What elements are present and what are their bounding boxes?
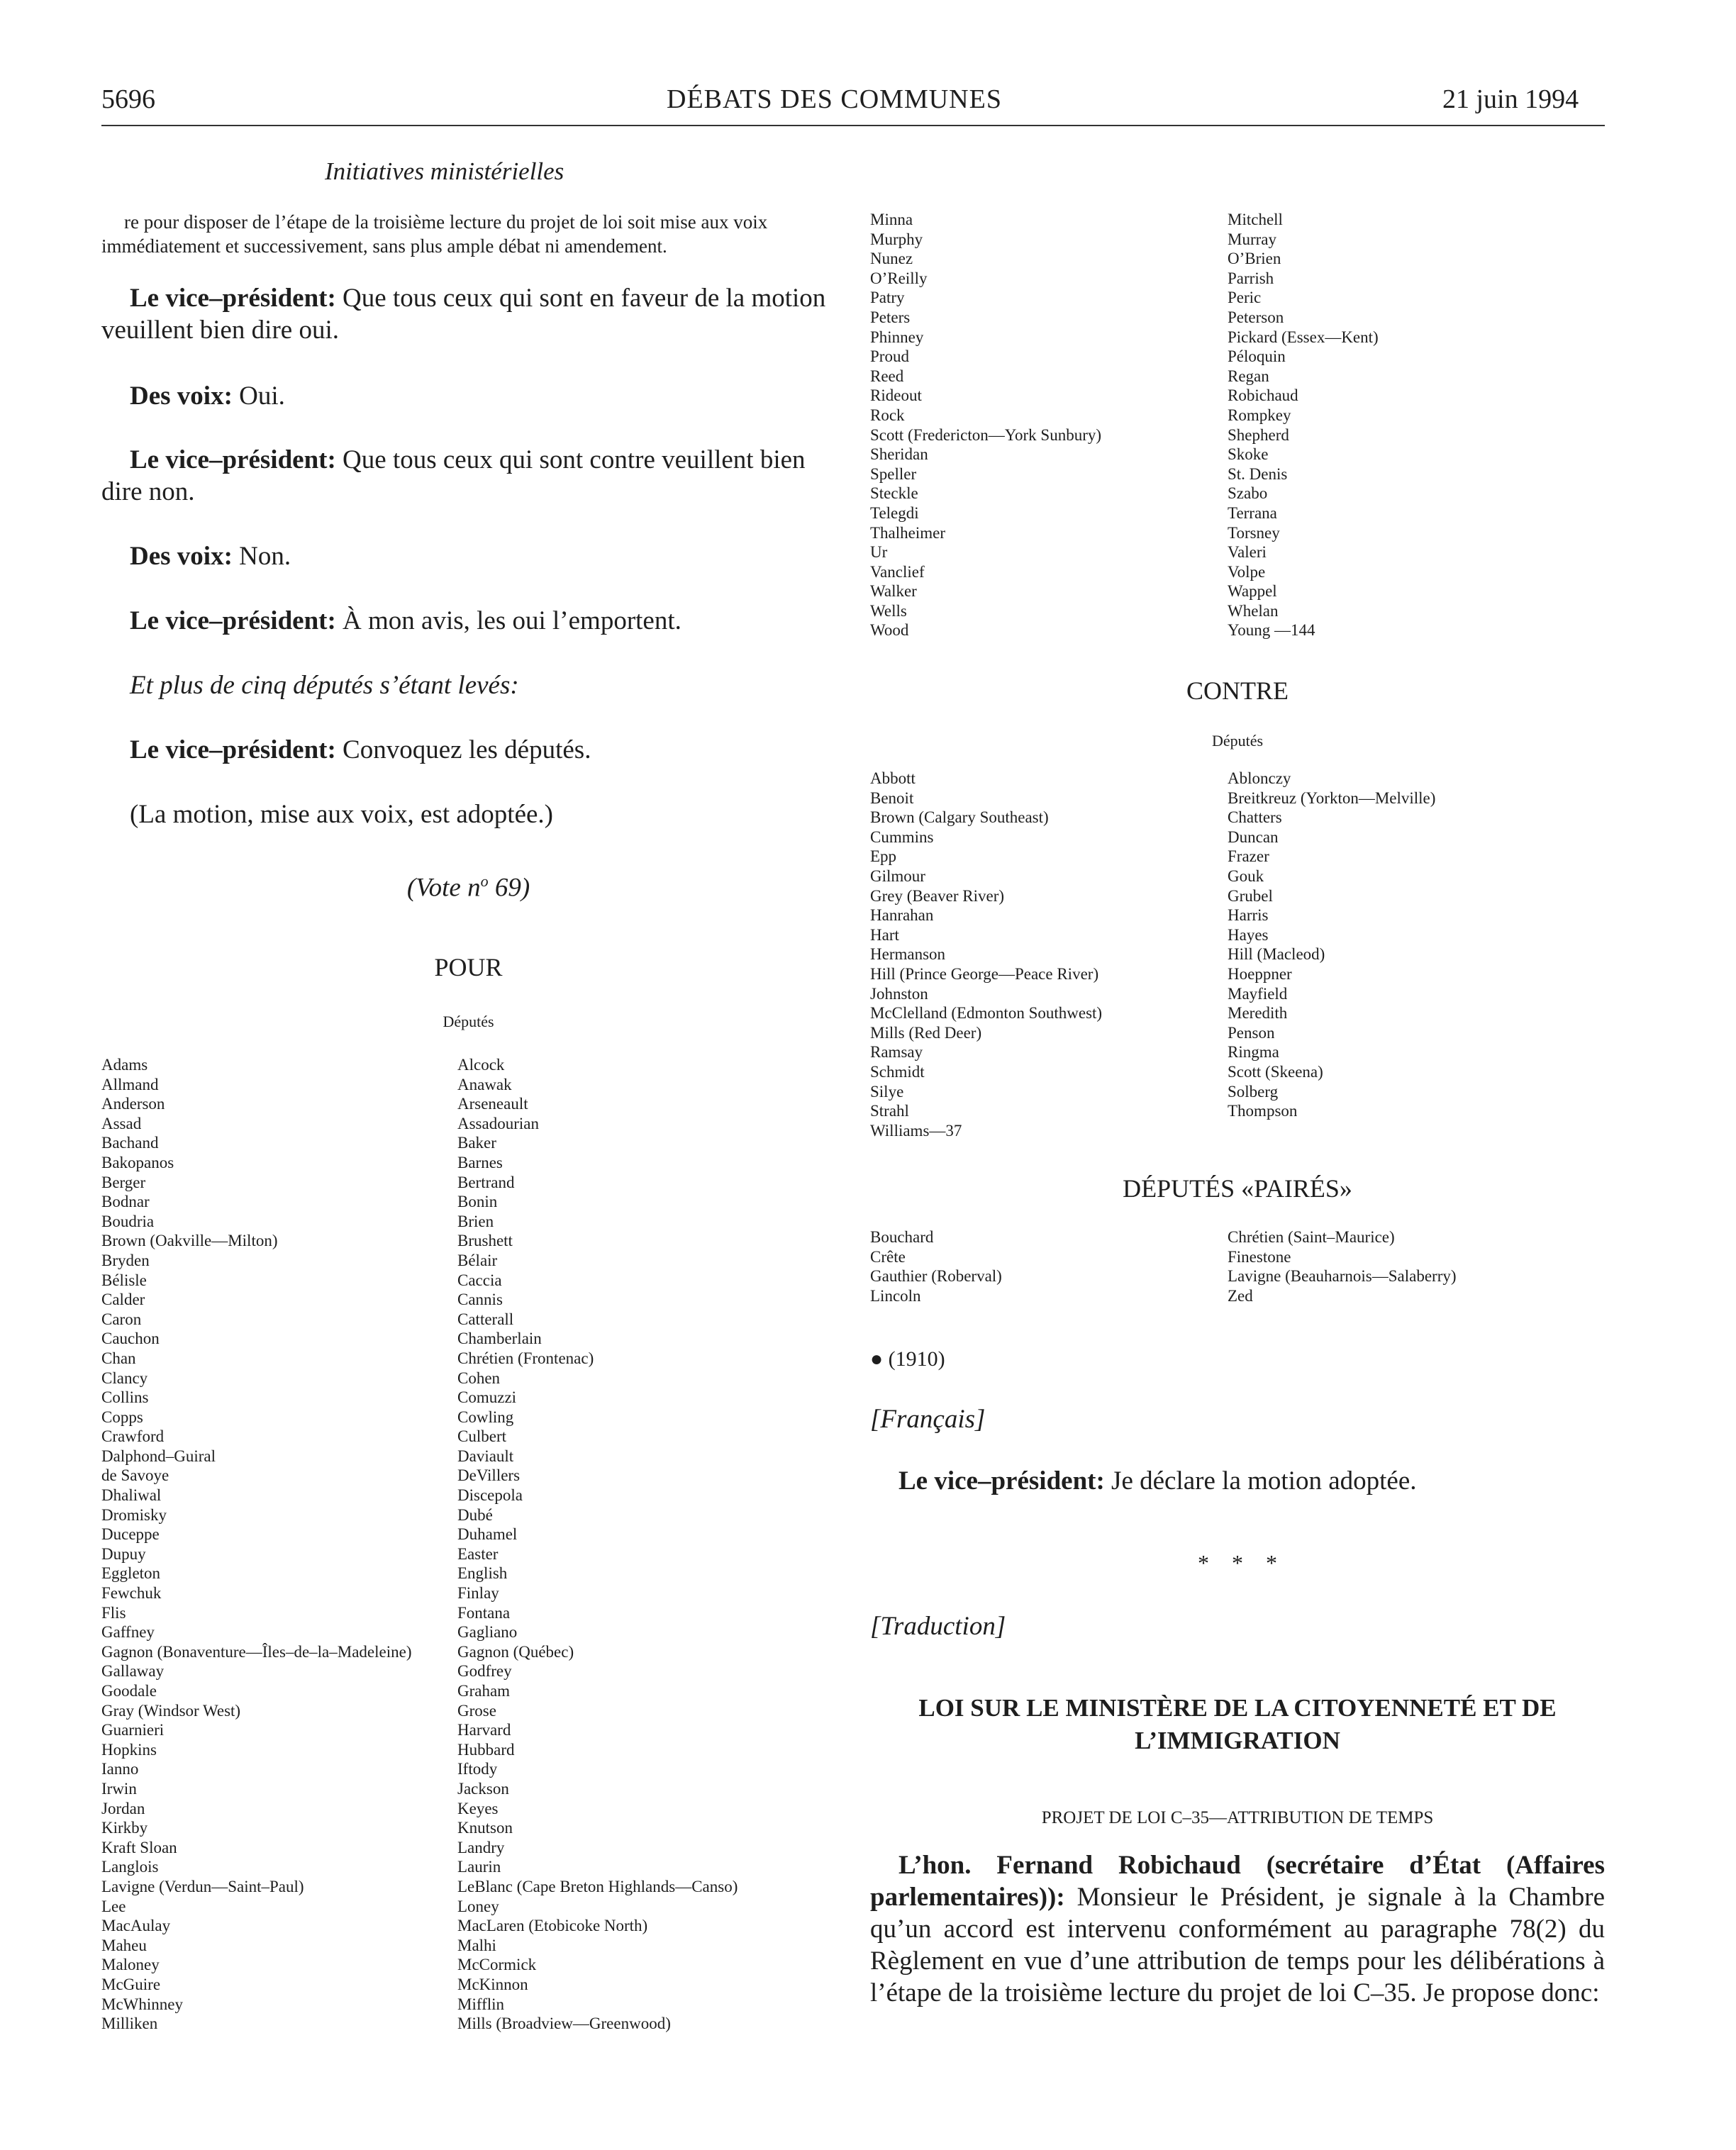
member-name: Williams—37 <box>870 1121 962 1140</box>
member-name: Ur <box>870 543 888 562</box>
member-name: Mills (Red Deer) <box>870 1023 982 1042</box>
contre-list-col2 <box>1228 769 1435 1121</box>
member-name: Harvard <box>457 1721 511 1739</box>
member-name: Loney <box>457 1897 499 1915</box>
member-name: Harris <box>1228 906 1269 925</box>
speaker: Le vice–président: <box>130 445 336 474</box>
member-name: Lee <box>101 1897 126 1915</box>
member-name: Brushett <box>457 1232 513 1250</box>
member-name: McWhinney <box>101 1995 183 2013</box>
member-name: Mifflin <box>457 1995 505 2013</box>
speech-final <box>870 1849 1605 2009</box>
member-name: Lavigne (Beauharnois—Salaberry) <box>1228 1267 1457 1286</box>
member-name: Discepola <box>457 1486 523 1505</box>
member-name: Grose <box>457 1701 496 1720</box>
member-name: Torsney <box>1228 523 1280 542</box>
member-name: Maheu <box>101 1936 147 1954</box>
member-name: Dupuy <box>101 1544 146 1563</box>
member-name: Chrétien (Saint–Maurice) <box>1228 1228 1395 1246</box>
member-name: Calder <box>101 1291 145 1309</box>
member-name: Bakopanos <box>101 1153 174 1171</box>
member-name: Vanclief <box>870 562 925 581</box>
member-name: Proud <box>870 347 909 366</box>
member-name: Shepherd <box>1228 425 1289 444</box>
speaker: Le vice–président: <box>130 735 336 764</box>
member-name: Iftody <box>457 1760 498 1778</box>
member-name: Flis <box>101 1603 126 1622</box>
member-name: MacLaren (Etobicoke North) <box>457 1917 648 1935</box>
speech-text: Convoquez les députés. <box>335 735 591 764</box>
member-name: Langlois <box>101 1858 159 1876</box>
language-marker-2: [Traduction] <box>870 1612 1006 1641</box>
speaker: Le vice–président: <box>130 284 336 313</box>
member-name: Brien <box>457 1212 494 1230</box>
speech-text: Que tous ceux qui sont en faveur de la motion veuillent bien dire oui. <box>101 284 826 345</box>
speaker: Le vice–président: <box>898 1466 1105 1495</box>
member-name: Hanrahan <box>870 906 934 925</box>
member-name: Breitkreuz (Yorkton—Melville) <box>1228 789 1436 807</box>
member-name: Hill (Macleod) <box>1228 945 1325 964</box>
member-name: Wells <box>870 601 907 620</box>
contre-heading: CONTRE <box>1186 676 1289 705</box>
law-title: LOI SUR LE MINISTÈRE DE LA CITOYENNETÉ ET DE L’IMMIGRATION <box>918 1694 1557 1754</box>
section-title: Initiatives ministérielles <box>325 157 564 185</box>
member-name: Chrétien (Frontenac) <box>457 1349 594 1367</box>
member-name: Hayes <box>1228 925 1269 944</box>
member-name: Cauchon <box>101 1330 160 1348</box>
member-name: Ramsay <box>870 1043 923 1062</box>
pour-list-col1 <box>101 1055 411 2034</box>
member-name: Schmidt <box>870 1062 925 1081</box>
member-name: Copps <box>101 1408 143 1426</box>
member-name: Murphy <box>870 230 923 248</box>
member-name: Dubé <box>457 1505 493 1524</box>
member-name: Anawak <box>457 1075 512 1093</box>
member-name: Pickard (Essex—Kent) <box>1228 328 1379 346</box>
member-name: Chan <box>101 1349 136 1367</box>
member-name: McCormick <box>457 1956 537 1974</box>
stage-direction: Et plus de cinq députés s’étant levés: <box>130 671 519 700</box>
member-name: Regan <box>1228 367 1269 385</box>
member-name: Rideout <box>870 386 922 405</box>
member-name: Silye <box>870 1082 904 1101</box>
member-name: Fewchuk <box>101 1584 162 1603</box>
vote-label: (Vote n <box>406 873 481 903</box>
member-name: O’Brien <box>1228 250 1281 268</box>
member-name: Benoit <box>870 789 914 807</box>
member-name: St. Denis <box>1228 464 1288 483</box>
member-name: Mills (Broadview—Greenwood) <box>457 2015 671 2033</box>
vote-number <box>101 872 835 903</box>
left-text-block <box>101 210 835 830</box>
member-name: Dromisky <box>101 1505 167 1524</box>
speech-1 <box>101 282 835 346</box>
member-name: Ablonczy <box>1228 769 1291 787</box>
member-name: Rock <box>870 406 905 424</box>
member-name: Graham <box>457 1682 511 1700</box>
member-name: Ringma <box>1228 1043 1279 1062</box>
speech-convoke <box>101 734 835 766</box>
member-name: Arseneault <box>457 1095 528 1113</box>
member-name: Gauthier (Roberval) <box>870 1267 1002 1286</box>
member-name: Solberg <box>1228 1082 1279 1101</box>
member-name: Bonin <box>457 1193 498 1211</box>
member-name: Lavigne (Verdun—Saint–Paul) <box>101 1877 304 1895</box>
member-name: Landry <box>457 1838 505 1856</box>
member-name: Grey (Beaver River) <box>870 886 1005 905</box>
member-name: MacAulay <box>101 1917 171 1935</box>
member-name: McClelland (Edmonton Southwest) <box>870 1004 1103 1023</box>
member-name: Dalphond–Guiral <box>101 1447 216 1465</box>
member-name: Zed <box>1228 1286 1253 1305</box>
member-name: Chatters <box>1228 808 1282 827</box>
member-name: Easter <box>457 1544 499 1563</box>
member-name: Bertrand <box>457 1173 515 1191</box>
vote-num: 69) <box>488 873 530 903</box>
member-name: Brown (Calgary Southeast) <box>870 808 1049 827</box>
member-name: Bouchard <box>870 1228 934 1246</box>
member-name: Eggleton <box>101 1564 161 1583</box>
member-name: Strahl <box>870 1102 909 1120</box>
member-name: Daviault <box>457 1447 514 1465</box>
speaker: Des voix: <box>130 381 233 411</box>
member-name: Cohen <box>457 1369 501 1387</box>
time-marker <box>870 1347 945 1371</box>
member-name: Minna <box>870 211 913 228</box>
member-name: Wood <box>870 621 909 640</box>
member-name: Reed <box>870 367 904 385</box>
member-name: Bryden <box>101 1251 150 1269</box>
member-name: DeVillers <box>457 1466 521 1485</box>
member-name: Assad <box>101 1114 142 1132</box>
member-name: Steckle <box>870 484 918 503</box>
member-name: Keyes <box>457 1799 499 1817</box>
member-name: Brown (Oakville—Milton) <box>101 1232 278 1250</box>
member-name: Terrana <box>1228 503 1277 522</box>
member-name: Peterson <box>1228 308 1284 326</box>
member-name: Cannis <box>457 1291 503 1309</box>
member-name: Gagliano <box>457 1623 518 1642</box>
member-name: Thompson <box>1228 1102 1298 1120</box>
member-name: Bélisle <box>101 1271 147 1289</box>
member-name: Bachand <box>101 1134 159 1152</box>
member-name: Phinney <box>870 328 924 346</box>
member-name: Scott (Fredericton—York Sunbury) <box>870 425 1102 444</box>
member-name: Volpe <box>1228 562 1266 581</box>
page-number: 5696 <box>101 84 155 114</box>
member-name: Guarnieri <box>101 1721 165 1739</box>
member-name: Wappel <box>1228 582 1277 601</box>
member-name: Valeri <box>1228 543 1267 562</box>
journal-title: DÉBATS DES COMMUNES <box>667 84 1002 114</box>
speech-text: À mon avis, les oui l’emportent. <box>335 606 681 635</box>
member-name: Crawford <box>101 1427 165 1446</box>
member-name: Parrish <box>1228 269 1274 287</box>
member-name: Caron <box>101 1310 142 1328</box>
member-name: Ianno <box>101 1760 139 1778</box>
member-name: Cummins <box>870 828 934 846</box>
contre-subheading: Députés <box>1211 732 1264 750</box>
member-name: Young —144 <box>1228 621 1315 640</box>
member-name: Walker <box>870 582 917 601</box>
member-name: de Savoye <box>101 1466 169 1485</box>
member-name: Sheridan <box>870 445 928 464</box>
member-name: Meredith <box>1228 1004 1288 1023</box>
speech-4 <box>101 540 835 572</box>
member-name: Duhamel <box>457 1525 518 1544</box>
member-name: Skoke <box>1228 445 1269 464</box>
member-name: Kraft Sloan <box>101 1838 177 1856</box>
member-name: Gagnon (Québec) <box>457 1642 574 1661</box>
intro-paragraph: re pour disposer de l’étape de la troisième lecture du projet de loi soit mise aux voix immédiatement et successivement, sans plus ample débat ni amendement. <box>101 211 768 257</box>
member-name: Grubel <box>1228 886 1273 905</box>
member-name: Hermanson <box>870 945 946 964</box>
speech-2 <box>101 380 835 412</box>
member-name: Godfrey <box>457 1662 512 1681</box>
speech-text: Que tous ceux qui sont contre veuillent bien dire non. <box>101 445 806 506</box>
speaker: Des voix: <box>130 542 233 571</box>
member-name: McGuire <box>101 1975 161 1993</box>
member-name: Gray (Windsor West) <box>101 1701 241 1720</box>
pour-list-col4 <box>1228 210 1379 640</box>
member-name: Kirkby <box>101 1819 148 1837</box>
speech-text: Je déclare la motion adoptée. <box>1104 1466 1417 1495</box>
member-name: Fontana <box>457 1603 511 1622</box>
member-name: Dhaliwal <box>101 1486 162 1505</box>
member-name: Knutson <box>457 1819 513 1837</box>
speech-5 <box>101 605 835 637</box>
member-name: Duncan <box>1228 828 1279 846</box>
member-name: Telegdi <box>870 503 919 522</box>
member-name: Clancy <box>101 1369 148 1387</box>
member-name: Assadourian <box>457 1114 539 1132</box>
page-date: 21 juin 1994 <box>1442 84 1579 114</box>
member-name: Nunez <box>870 250 913 268</box>
member-name: Milliken <box>101 2015 158 2033</box>
member-name: Catterall <box>457 1310 514 1328</box>
speaker: Le vice–président: <box>130 606 336 635</box>
pour-list-col3 <box>870 210 1101 640</box>
member-name: Bélair <box>457 1251 498 1269</box>
member-name: Adams <box>101 1056 148 1074</box>
member-name: Goodale <box>101 1682 157 1700</box>
member-name: Gagnon (Bonaventure—Îles–de–la–Madeleine) <box>101 1642 412 1661</box>
member-name: Lincoln <box>870 1286 921 1305</box>
member-name: Mayfield <box>1228 984 1288 1003</box>
member-name: O’Reilly <box>870 269 928 287</box>
member-name: Hill (Prince George—Peace River) <box>870 964 1099 983</box>
member-name: Bodnar <box>101 1193 150 1211</box>
member-name: Péloquin <box>1228 347 1286 366</box>
member-name: Duceppe <box>101 1525 160 1544</box>
speech-text: Oui. <box>232 381 285 411</box>
member-name: Cowling <box>457 1408 514 1426</box>
member-name: Whelan <box>1228 601 1279 620</box>
contre-list-col1 <box>870 769 1102 1140</box>
member-name: Berger <box>101 1173 146 1191</box>
member-name: Rompkey <box>1228 406 1291 424</box>
time-text: (1910) <box>888 1347 945 1371</box>
member-name: Laurin <box>457 1858 501 1876</box>
member-name: Collins <box>101 1388 149 1407</box>
member-name: Crête <box>870 1247 906 1266</box>
member-name: Patry <box>870 289 905 307</box>
member-name: Hart <box>870 925 899 944</box>
speech-3 <box>101 444 835 508</box>
member-name: English <box>457 1564 508 1583</box>
bill-subtitle: PROJET DE LOI C–35—ATTRIBUTION DE TEMPS <box>1041 1808 1434 1827</box>
speech-text: Non. <box>232 542 291 571</box>
pour-heading: POUR <box>434 953 503 981</box>
member-name: Alcock <box>457 1056 505 1074</box>
member-name: Penson <box>1228 1023 1275 1042</box>
member-name: Boudria <box>101 1212 155 1230</box>
member-name: Irwin <box>101 1779 137 1798</box>
pour-list-col2 <box>457 1055 738 2034</box>
member-name: Hoeppner <box>1228 964 1292 983</box>
member-name: Mitchell <box>1228 211 1283 228</box>
member-name: Epp <box>870 847 897 866</box>
member-name: Jackson <box>457 1779 509 1798</box>
member-name: Murray <box>1228 230 1276 248</box>
member-name: Caccia <box>457 1271 502 1289</box>
member-name: Robichaud <box>1228 386 1298 405</box>
member-name: Comuzzi <box>457 1388 517 1407</box>
member-name: Maloney <box>101 1956 160 1974</box>
member-name: McKinnon <box>457 1975 528 1993</box>
member-name: Szabo <box>1228 484 1268 503</box>
speech-declare <box>870 1465 1605 1497</box>
member-name: Frazer <box>1228 847 1269 866</box>
member-name: Baker <box>457 1134 496 1152</box>
member-name: Gouk <box>1228 867 1264 885</box>
member-name: Finlay <box>457 1584 499 1603</box>
member-name: Thalheimer <box>870 523 946 542</box>
member-name: Peric <box>1228 289 1262 307</box>
member-name: Culbert <box>457 1427 506 1446</box>
member-name: Allmand <box>101 1075 159 1093</box>
member-name: Hopkins <box>101 1740 157 1759</box>
header-rule <box>101 125 1605 126</box>
member-name: Abbott <box>870 769 916 787</box>
bullet-icon: ● <box>870 1347 884 1371</box>
speaker: L’hon. Fernand Robichaud (secrétaire d’État (Affaires parlementaires)): <box>870 1851 1605 1912</box>
paires-list-col1 <box>870 1227 1002 1305</box>
member-name: LeBlanc (Cape Breton Highlands—Canso) <box>457 1877 738 1895</box>
paires-heading: DÉPUTÉS «PAIRÉS» <box>1123 1174 1352 1203</box>
member-name: Hubbard <box>457 1740 515 1759</box>
member-name: Finestone <box>1228 1247 1291 1266</box>
member-name: Anderson <box>101 1095 165 1113</box>
speech-text: Monsieur le Président, je signale à la Chambre qu’un accord est intervenu conformément au paragraphe 78(2) du Règlement en vue d’une attribution de temps pour les délibérations à l’étape de la troisième lecture du projet de loi C–35. Je propose donc: <box>870 1883 1605 2007</box>
member-name: Gallaway <box>101 1662 165 1681</box>
member-name: Johnston <box>870 984 928 1003</box>
member-name: Speller <box>870 464 917 483</box>
member-name: Gaffney <box>101 1623 155 1642</box>
member-name: Peters <box>870 308 911 326</box>
vote-sup: o <box>480 872 489 890</box>
language-marker-1: [Français] <box>870 1405 986 1434</box>
member-name: Chamberlain <box>457 1330 542 1348</box>
member-name: Malhi <box>457 1936 496 1954</box>
pour-subheading: Députés <box>443 1013 494 1030</box>
section-separator: * * * <box>1198 1550 1277 1576</box>
adopted-note: (La motion, mise aux voix, est adoptée.) <box>130 800 553 829</box>
member-name: Barnes <box>457 1153 503 1171</box>
member-name: Scott (Skeena) <box>1228 1062 1323 1081</box>
paires-list-col2 <box>1228 1227 1457 1305</box>
member-name: Jordan <box>101 1799 145 1817</box>
member-name: Gilmour <box>870 867 925 885</box>
